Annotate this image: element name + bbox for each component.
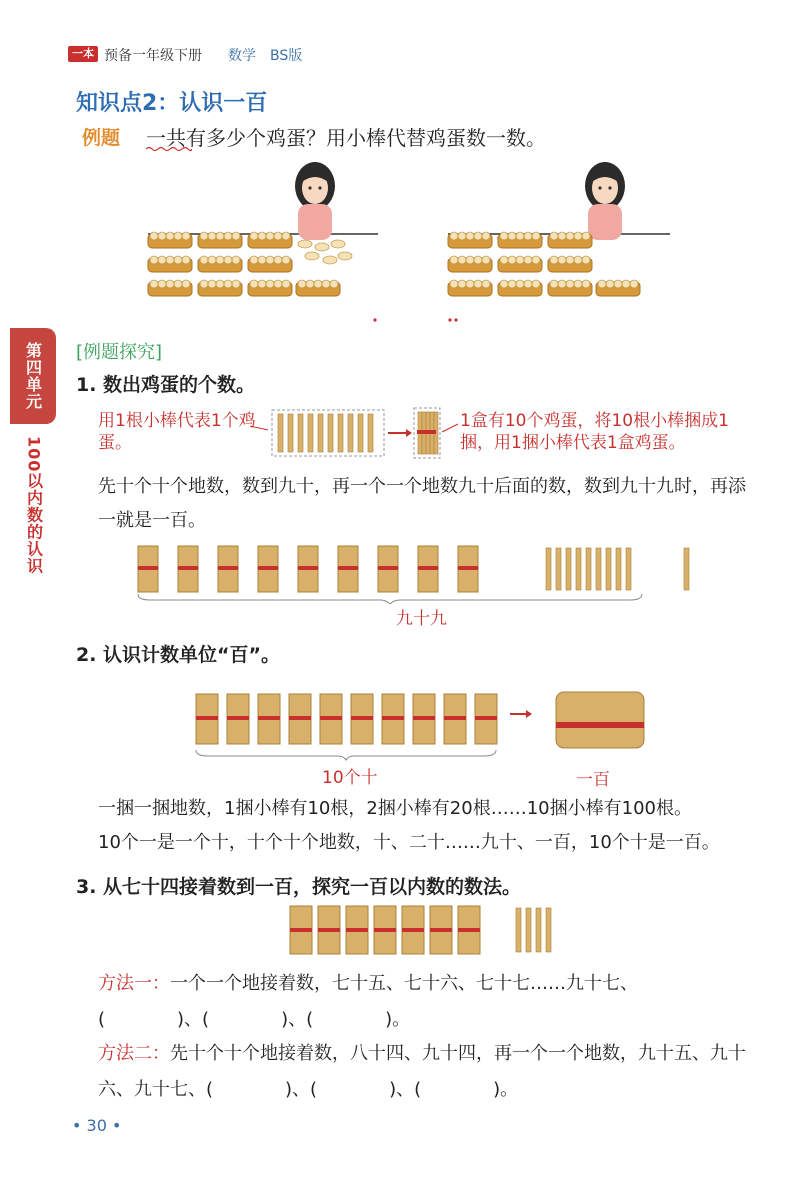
hundred-line-1: 一捆一捆地数，1捆小棒有10根，2捆小棒有20根……10捆小棒有100根。 [98, 798, 692, 819]
book-title: 预备一年级下册 [104, 48, 202, 64]
hundred-line-2: 10个一是一个十，十个十个地数，十、二十……九十、一百，10个十是一百。 [98, 832, 720, 853]
ten-tens-label: 10个十 [322, 768, 378, 788]
method-one-label: 方法一： [98, 973, 170, 994]
method-one-text: 一个一个地接着数，七十五、七十六、七十七……九十七、 [170, 973, 638, 994]
section-2-title: 2. 认识计数单位“百”。 [76, 644, 281, 666]
hundred-explanation [98, 792, 778, 860]
counting-paragraph: 先十个十个地数，数到九十，再一个一个地数九十后面的数，数到九十九时，再添一就是一百。 [98, 476, 746, 531]
one-hundred-label: 一百 [576, 770, 610, 790]
method-two [98, 1036, 778, 1108]
section-1-title: 1. 数出鸡蛋的个数。 [76, 374, 256, 396]
method-two-label: 方法二： [98, 1043, 170, 1064]
example-question: 一共有多少个鸡蛋？用小棒代替鸡蛋数一数。 [146, 126, 546, 150]
page-number: • 30 • [72, 1116, 122, 1135]
explore-heading: [例题探究] [76, 342, 163, 363]
note-bundle: 1盒有10个鸡蛋，将10根小棒捆成1捆，用1捆小棒代表1盒鸡蛋。 [460, 411, 729, 453]
brand-badge: 一本 [68, 46, 98, 62]
section-3-title: 3. 从七十四接着数到一百，探究一百以内数的数法。 [76, 876, 522, 898]
subject-label: 数学 [228, 48, 256, 64]
seventy-four-sticks-diagram [286, 904, 566, 960]
method-one [98, 966, 778, 1038]
edition-label: BS版 [270, 48, 303, 64]
knowledge-point-title: 知识点2：认识一百 [76, 91, 268, 116]
ten-tens-to-hundred-diagram [188, 690, 658, 762]
unit-topic: 100以内数的认识 [24, 436, 44, 575]
ninety-nine-sticks-diagram [130, 544, 700, 604]
egg-counting-illustration [140, 152, 700, 332]
single-sticks-to-bundle-diagram [240, 404, 470, 464]
method-two-blanks[interactable]: ( )、( )、( )。 [206, 1079, 519, 1100]
method-one-blanks[interactable]: ( )、( )、( )。 [98, 1009, 411, 1030]
example-tag: 例题 [82, 127, 121, 149]
unit-tab: 第四单元 [10, 328, 56, 424]
method-two-text: 先十个十个地接着数，八十四、九十四，再一个一个地数，九十五、九十六、九十七、 [98, 1043, 746, 1100]
note-one-stick: 用1根小棒代表1个鸡蛋。 [98, 411, 256, 453]
ninety-nine-label: 九十九 [396, 609, 447, 629]
